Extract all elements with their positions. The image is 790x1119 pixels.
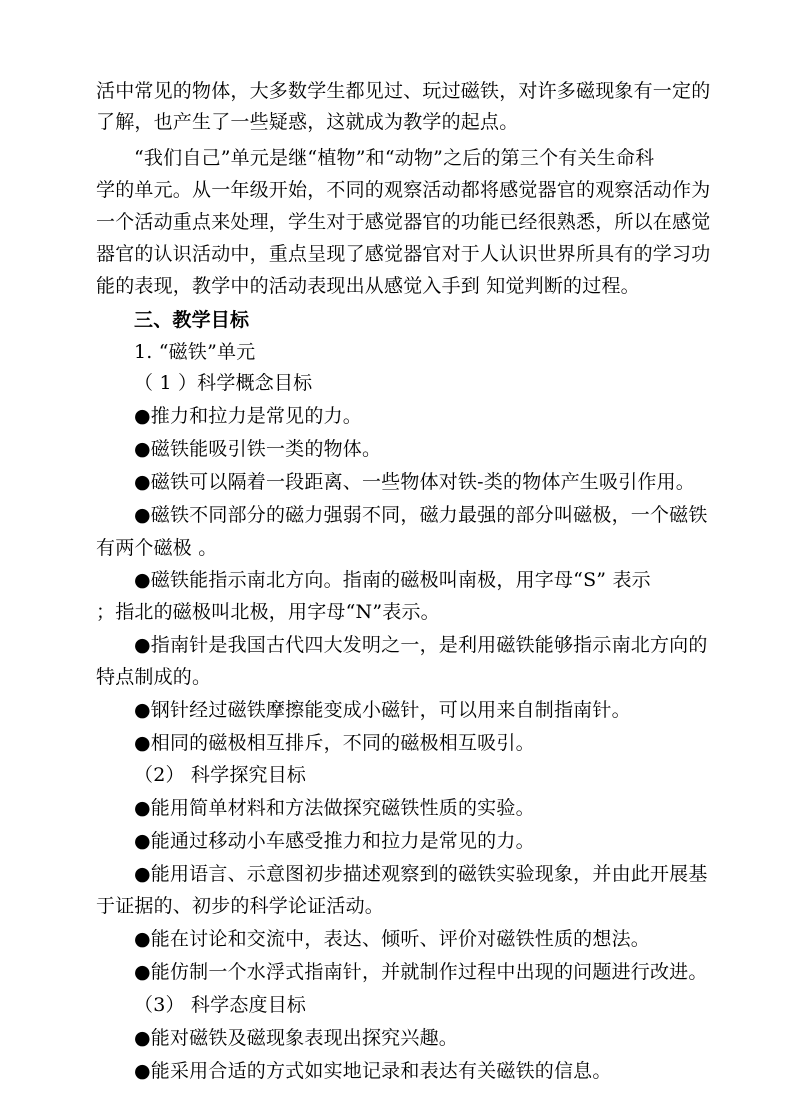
- section-heading: 三、教学目标: [134, 309, 250, 331]
- paragraph-line: 学的单元。从一年级开始，不同的观察活动都将感觉器官的观察活动作为: [96, 179, 711, 201]
- bullet-item: ●能对磁铁及磁现象表现出探究兴趣。: [134, 1027, 458, 1049]
- bullet-item: ●能通过移动小车感受推力和拉力是常见的力。: [134, 830, 535, 852]
- bullet-item-continued: 有两个磁极 。: [96, 537, 218, 559]
- bullet-item-continued: 特点制成的。: [96, 666, 212, 688]
- bullet-item: ●钢针经过磁铁摩擦能变成小磁针，可以用来自制指南针。: [134, 699, 631, 721]
- paragraph-line: 了解，也产生了一些疑惑，这就成为教学的起点。: [96, 111, 519, 133]
- bullet-item: ●推力和拉力是常见的力。: [134, 405, 362, 427]
- bullet-item: ●能用语言、示意图初步描述观察到的磁铁实验现象，并由此开展基: [134, 863, 708, 885]
- bullet-item-continued: 于证据的、初步的科学论证活动。: [96, 895, 385, 917]
- paragraph-line: 能的表现，教学中的活动表现出从感觉入手到 知觉判断的过程。: [96, 275, 640, 297]
- bullet-item: ●磁铁能吸引铁一类的物体。: [134, 438, 382, 460]
- bullet-item: ●相同的磁极相互排斥，不同的磁极相互吸引。: [134, 732, 535, 754]
- paragraph-line: 活中常见的物体，大多数学生都见过、玩过磁铁，对许多磁现象有一定的: [96, 80, 711, 102]
- bullet-item: ●磁铁不同部分的磁力强弱不同，磁力最强的部分叫磁极，一个磁铁: [134, 504, 708, 526]
- subsection-heading: （ 1 ）科学概念目标: [134, 372, 313, 394]
- subsection-heading: （3） 科学态度目标: [134, 994, 307, 1016]
- subsection-heading: 1. “磁铁”单元: [134, 341, 256, 363]
- paragraph-line: “我们自己”单元是继“植物”和“动物”之后的第三个有关生命科: [134, 147, 655, 169]
- bullet-item: ●磁铁能指示南北方向。指南的磁极叫南极，用字母“S” 表示: [134, 569, 651, 591]
- subsection-heading: （2） 科学探究目标: [134, 764, 307, 786]
- bullet-item: ●能用简单材料和方法做探究磁铁性质的实验。: [134, 797, 535, 819]
- bullet-item-continued: ；指北的磁极叫北极，用字母“N”表示。: [96, 601, 440, 623]
- paragraph-line: 一个活动重点来处理，学生对于感觉器官的功能已经很熟悉，所以在感觉: [96, 211, 711, 233]
- bullet-item: ●指南针是我国古代四大发明之一，是利用磁铁能够指示南北方向的: [134, 634, 708, 656]
- paragraph-line: 器官的认识活动中，重点呈现了感觉器官对于人认识世界所具有的学习功: [96, 243, 711, 265]
- bullet-item: ●能采用合适的方式如实地记录和表达有关磁铁的信息。: [134, 1060, 612, 1082]
- bullet-item: ●磁铁可以隔着一段距离、一些物体对铁-类的物体产生吸引作用。: [134, 471, 696, 493]
- bullet-item: ●能在讨论和交流中，表达、倾听、评价对磁铁性质的想法。: [134, 928, 650, 950]
- bullet-item: ●能仿制一个水浮式指南针，并就制作过程中出现的问题进行改进。: [134, 961, 708, 983]
